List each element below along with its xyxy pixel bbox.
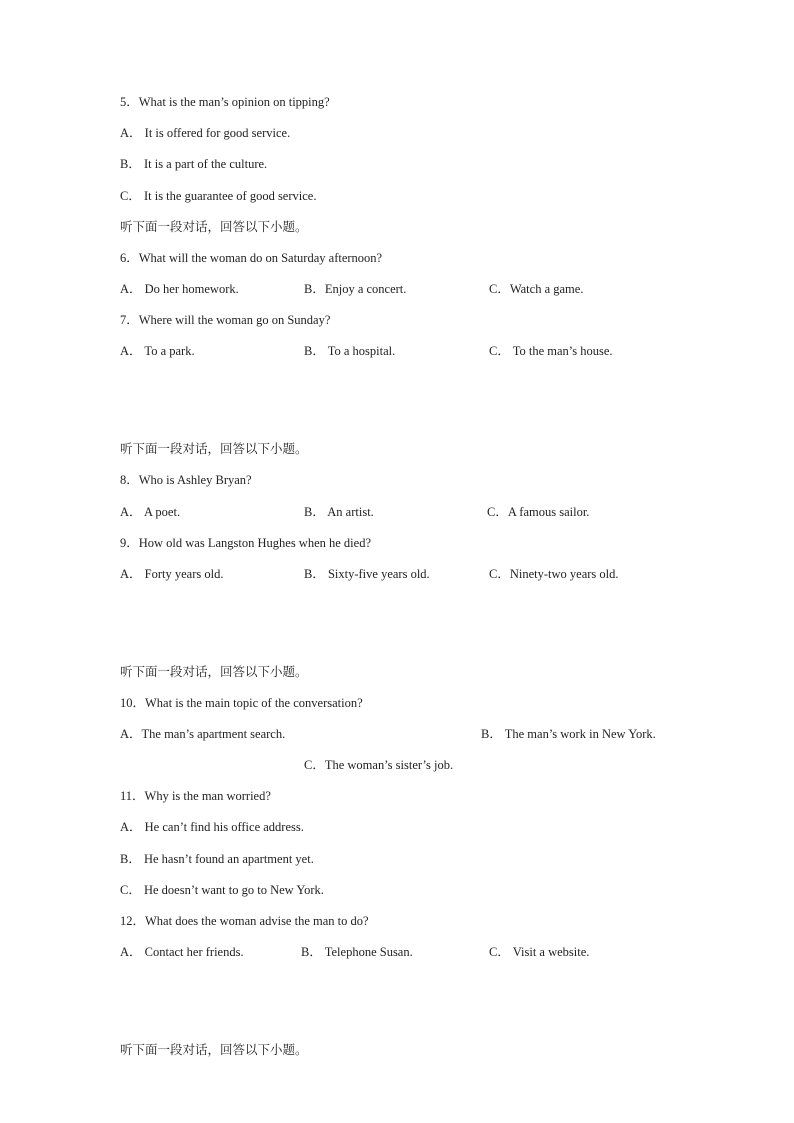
question-7: 7．Where will the woman go on Sunday?	[120, 313, 331, 327]
option-9a: A． Forty years old.	[120, 567, 224, 581]
option-5a: A． It is offered for good service.	[120, 126, 291, 140]
option-8b: B． An artist.	[304, 505, 374, 519]
instruction-2: 听下面一段对话，回答以下小题。	[120, 441, 308, 456]
option-5b: B． It is a part of the culture.	[120, 157, 268, 171]
option-9c: C．Ninety-two years old.	[489, 567, 619, 581]
question-6: 6．What will the woman do on Saturday afternoon?	[120, 251, 383, 265]
option-7c: C． To the man’s house.	[489, 344, 613, 358]
instruction-3: 听下面一段对话，回答以下小题。	[120, 664, 308, 679]
question-9: 9．How old was Langston Hughes when he died?	[120, 536, 371, 550]
option-10b: B． The man’s work in New York.	[481, 727, 656, 741]
option-7a: A． To a park.	[120, 344, 195, 358]
option-9b: B． Sixty-five years old.	[304, 567, 430, 581]
option-7b: B． To a hospital.	[304, 344, 396, 358]
option-11a: A． He can’t find his office address.	[120, 820, 304, 834]
question-12: 12．What does the woman advise the man to do?	[120, 914, 369, 928]
question-11: 11．Why is the man worried?	[120, 789, 271, 803]
option-5c: C． It is the guarantee of good service.	[120, 189, 317, 203]
option-12c: C． Visit a website.	[489, 945, 590, 959]
option-8a: A． A poet.	[120, 505, 181, 519]
instruction-4: 听下面一段对话，回答以下小题。	[120, 1042, 308, 1057]
option-11c: C． He doesn’t want to go to New York.	[120, 883, 324, 897]
option-12a: A． Contact her friends.	[120, 945, 244, 959]
option-6b: B．Enjoy a concert.	[304, 282, 407, 296]
option-10a: A．The man’s apartment search.	[120, 727, 286, 741]
question-5: 5．What is the man’s opinion on tipping?	[120, 95, 330, 109]
question-8: 8．Who is Ashley Bryan?	[120, 473, 252, 487]
option-11b: B． He hasn’t found an apartment yet.	[120, 852, 314, 866]
instruction-1: 听下面一段对话，回答以下小题。	[120, 219, 308, 234]
option-6c: C．Watch a game.	[489, 282, 584, 296]
option-10c: C．The woman’s sister’s job.	[304, 758, 454, 772]
option-8c: C．A famous sailor.	[487, 505, 590, 519]
option-6a: A． Do her homework.	[120, 282, 239, 296]
option-12b: B． Telephone Susan.	[301, 945, 413, 959]
question-10: 10．What is the main topic of the conversation?	[120, 696, 363, 710]
